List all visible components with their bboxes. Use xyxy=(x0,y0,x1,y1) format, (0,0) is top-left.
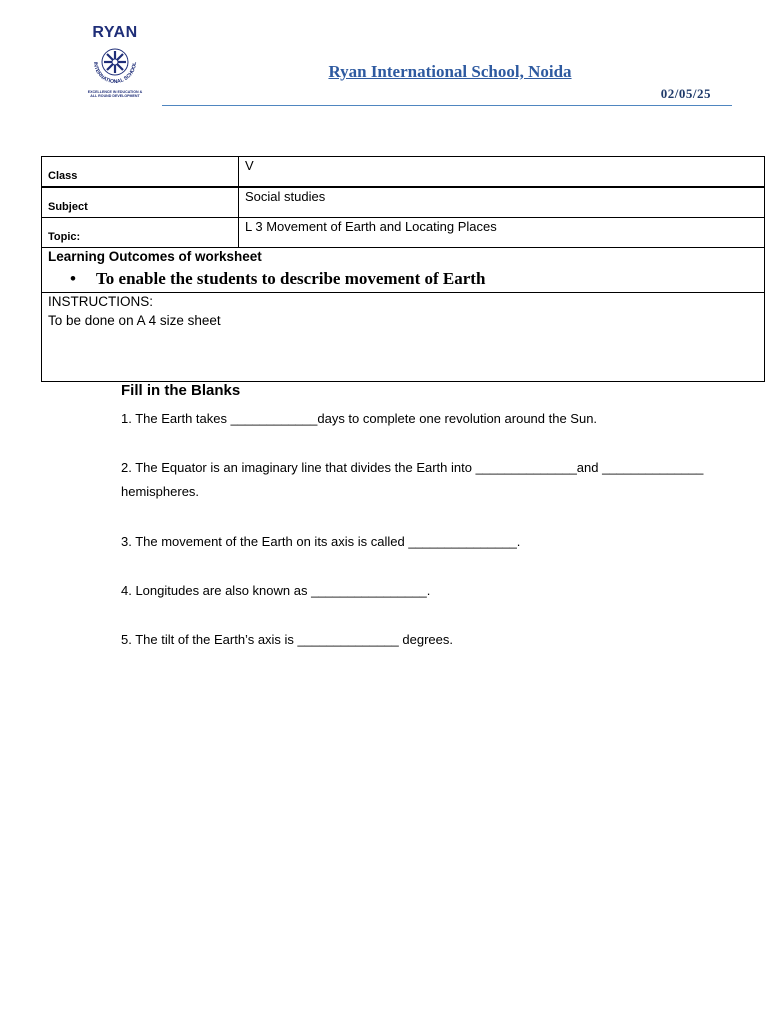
topic-row xyxy=(42,218,764,248)
question-2-line-1: 2. The Equator is an imaginary line that divides the Earth into ______________and ______________ xyxy=(121,460,704,475)
learning-outcomes xyxy=(42,248,764,293)
subject-label: Subject xyxy=(42,188,239,217)
logo-wordmark: RYAN xyxy=(92,24,138,41)
worksheet-date: 02/05/25 xyxy=(660,86,711,101)
subject-row xyxy=(42,188,764,218)
school-name: Ryan International School, Noida xyxy=(328,62,572,81)
logo-motto: EXCELLENCE IN EDUCATION & ALL ROUND DEVELOPMENT xyxy=(87,90,143,99)
question-1: 1. The Earth takes ____________days to complete one revolution around the Sun. xyxy=(121,411,598,426)
topic-label: Topic: xyxy=(42,218,239,247)
question-5: 5. The tilt of the Earth’s axis is ______________ degrees. xyxy=(121,632,453,647)
class-label: Class xyxy=(42,157,239,186)
logo-emblem-icon xyxy=(84,38,146,106)
bullet-icon: • xyxy=(70,269,76,288)
question-2-line-2: hemispheres. xyxy=(121,484,200,499)
class-value: V xyxy=(245,158,254,173)
learning-outcomes-title: Learning Outcomes of worksheet xyxy=(48,249,262,264)
worksheet-info-table xyxy=(41,156,765,382)
school-logo xyxy=(84,24,146,106)
question-4: 4. Longitudes are also known as ________________. xyxy=(121,583,431,598)
instructions-title: INSTRUCTIONS: xyxy=(48,294,154,309)
logo-ring-text: INTERNATIONAL SCHOOL xyxy=(91,61,139,86)
section-title: Fill in the Blanks xyxy=(121,382,241,399)
question-3: 3. The movement of the Earth on its axis is called _______________. xyxy=(121,534,521,549)
instructions xyxy=(42,293,764,381)
class-row xyxy=(42,157,764,188)
outcome-text: To enable the students to describe movement of Earth xyxy=(96,269,486,288)
header-divider xyxy=(162,105,732,106)
topic-value: L 3 Movement of Earth and Locating Places xyxy=(245,219,497,234)
subject-value: Social studies xyxy=(245,189,326,204)
instructions-text: To be done on A 4 size sheet xyxy=(48,313,221,328)
